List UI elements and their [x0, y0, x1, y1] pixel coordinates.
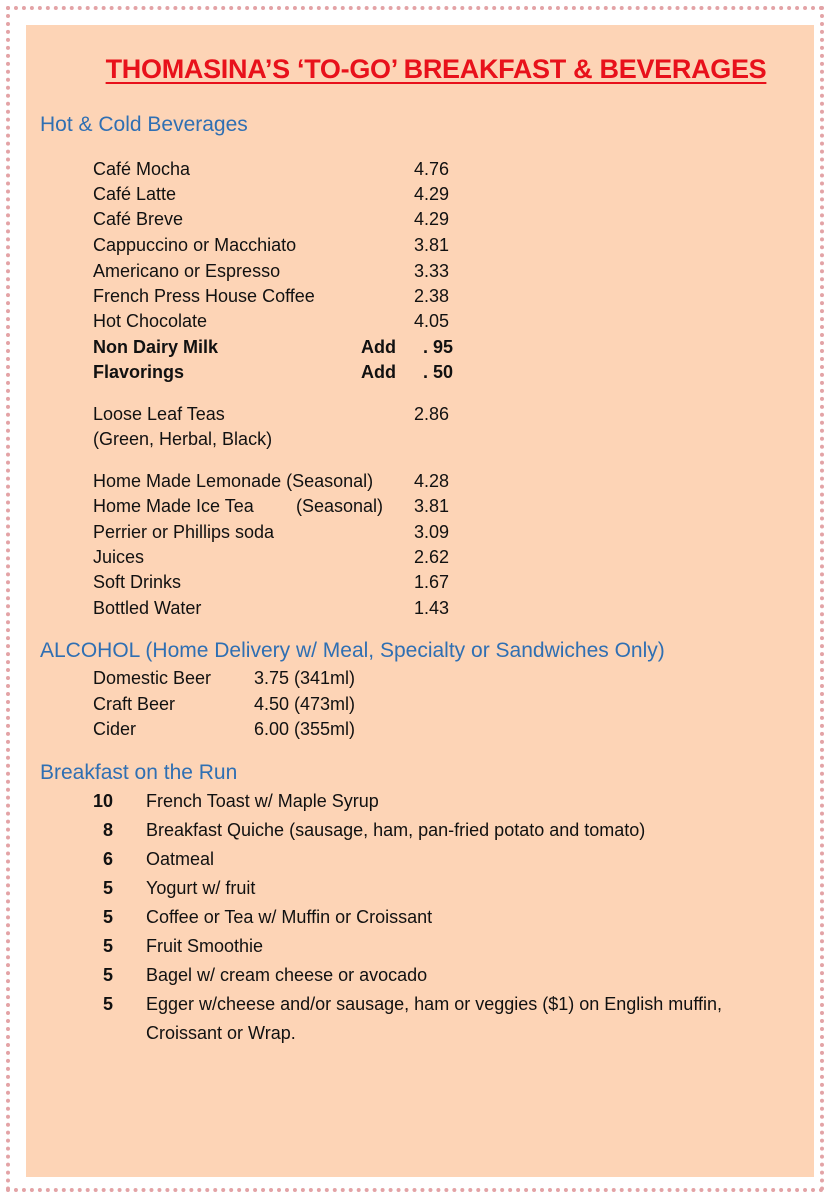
menu-item-note: (Green, Herbal, Black): [93, 429, 273, 449]
breakfast-item-name: Fruit Smoothie: [146, 936, 264, 956]
menu-item-price: 2.38: [414, 286, 450, 306]
menu-item-name: Café Latte: [93, 184, 177, 204]
addon-name: Flavorings: [93, 362, 185, 382]
breakfast-price: 10: [93, 791, 114, 811]
menu-item-name: Cider: [93, 719, 137, 739]
addon-label: Add: [361, 337, 396, 357]
menu-item-name: Bottled Water: [93, 598, 202, 618]
menu-item-name: Hot Chocolate: [93, 311, 208, 331]
addon-name: Non Dairy Milk: [93, 337, 219, 357]
menu-item-price: 3.81: [414, 496, 450, 516]
menu-item-name: Perrier or Phillips soda: [93, 522, 275, 542]
menu-item-price: 6.00 (355ml): [254, 719, 356, 739]
menu-item-season: (Seasonal): [296, 496, 384, 516]
menu-item-name: Juices: [93, 547, 145, 567]
breakfast-price: 6: [102, 849, 113, 869]
breakfast-item-name: Bagel w/ cream cheese or avocado: [146, 965, 428, 985]
breakfast-item-name: Breakfast Quiche (sausage, ham, pan-fried potato and tomato): [146, 820, 646, 840]
menu-item-name: Americano or Espresso: [93, 261, 281, 281]
breakfast-item-name-continued: Croissant or Wrap.: [146, 1023, 296, 1043]
breakfast-price: 5: [102, 936, 113, 956]
menu-item-price: 1.43: [414, 598, 450, 618]
menu-item-price: 3.33: [414, 261, 450, 281]
menu-item-name: Soft Drinks: [93, 572, 182, 592]
menu-item-name: Domestic Beer: [93, 668, 212, 688]
section-heading-breakfast: Breakfast on the Run: [40, 761, 238, 784]
menu-item-price: 3.81: [414, 235, 450, 255]
menu-item-price: 4.50 (473ml): [254, 694, 356, 714]
addon-price: . 50: [423, 362, 454, 382]
menu-item-name: Home Made Lemonade (Seasonal): [93, 471, 374, 491]
menu-item-price: 3.09: [414, 522, 450, 542]
addon-price: . 95: [423, 337, 454, 357]
breakfast-item-name: Yogurt w/ fruit: [146, 878, 256, 898]
breakfast-item-name: French Toast w/ Maple Syrup: [146, 791, 379, 811]
section-heading-beverages: Hot & Cold Beverages: [40, 113, 248, 136]
section-heading-alcohol: ALCOHOL (Home Delivery w/ Meal, Specialty or Sandwiches Only): [40, 639, 665, 662]
menu-item-price: 1.67: [414, 572, 450, 592]
menu-item-price: 4.28: [414, 471, 450, 491]
menu-item-price: 2.86: [414, 404, 450, 424]
menu-item-price: 4.76: [414, 159, 450, 179]
breakfast-price: 5: [102, 907, 113, 927]
menu-item-name: Cappuccino or Macchiato: [93, 235, 297, 255]
menu-item-price: 4.05: [414, 311, 450, 331]
menu-item-name: Home Made Ice Tea: [93, 496, 254, 516]
breakfast-price: 5: [102, 965, 113, 985]
menu-item-name: French Press House Coffee: [93, 286, 315, 306]
menu-item-name: Loose Leaf Teas: [93, 404, 225, 424]
breakfast-price: 5: [102, 878, 113, 898]
menu-item-price: 3.75 (341ml): [254, 668, 356, 688]
menu-item-price: 4.29: [414, 209, 450, 229]
breakfast-price: 8: [102, 820, 113, 840]
breakfast-price: 5: [102, 994, 113, 1014]
menu-item-name: Café Breve: [93, 209, 184, 229]
menu-item-price: 2.62: [414, 547, 450, 567]
menu-item-price: 4.29: [414, 184, 450, 204]
breakfast-item-name: Egger w/cheese and/or sausage, ham or veggies ($1) on English muffin,: [146, 994, 722, 1014]
breakfast-item-name: Oatmeal: [146, 849, 215, 869]
addon-label: Add: [361, 362, 396, 382]
menu-item-name: Café Mocha: [93, 159, 191, 179]
menu-item-name: Craft Beer: [93, 694, 176, 714]
page-title: THOMASINA’S ‘TO-GO’ BREAKFAST & BEVERAGES: [105, 54, 767, 84]
breakfast-item-name: Coffee or Tea w/ Muffin or Croissant: [146, 907, 433, 927]
